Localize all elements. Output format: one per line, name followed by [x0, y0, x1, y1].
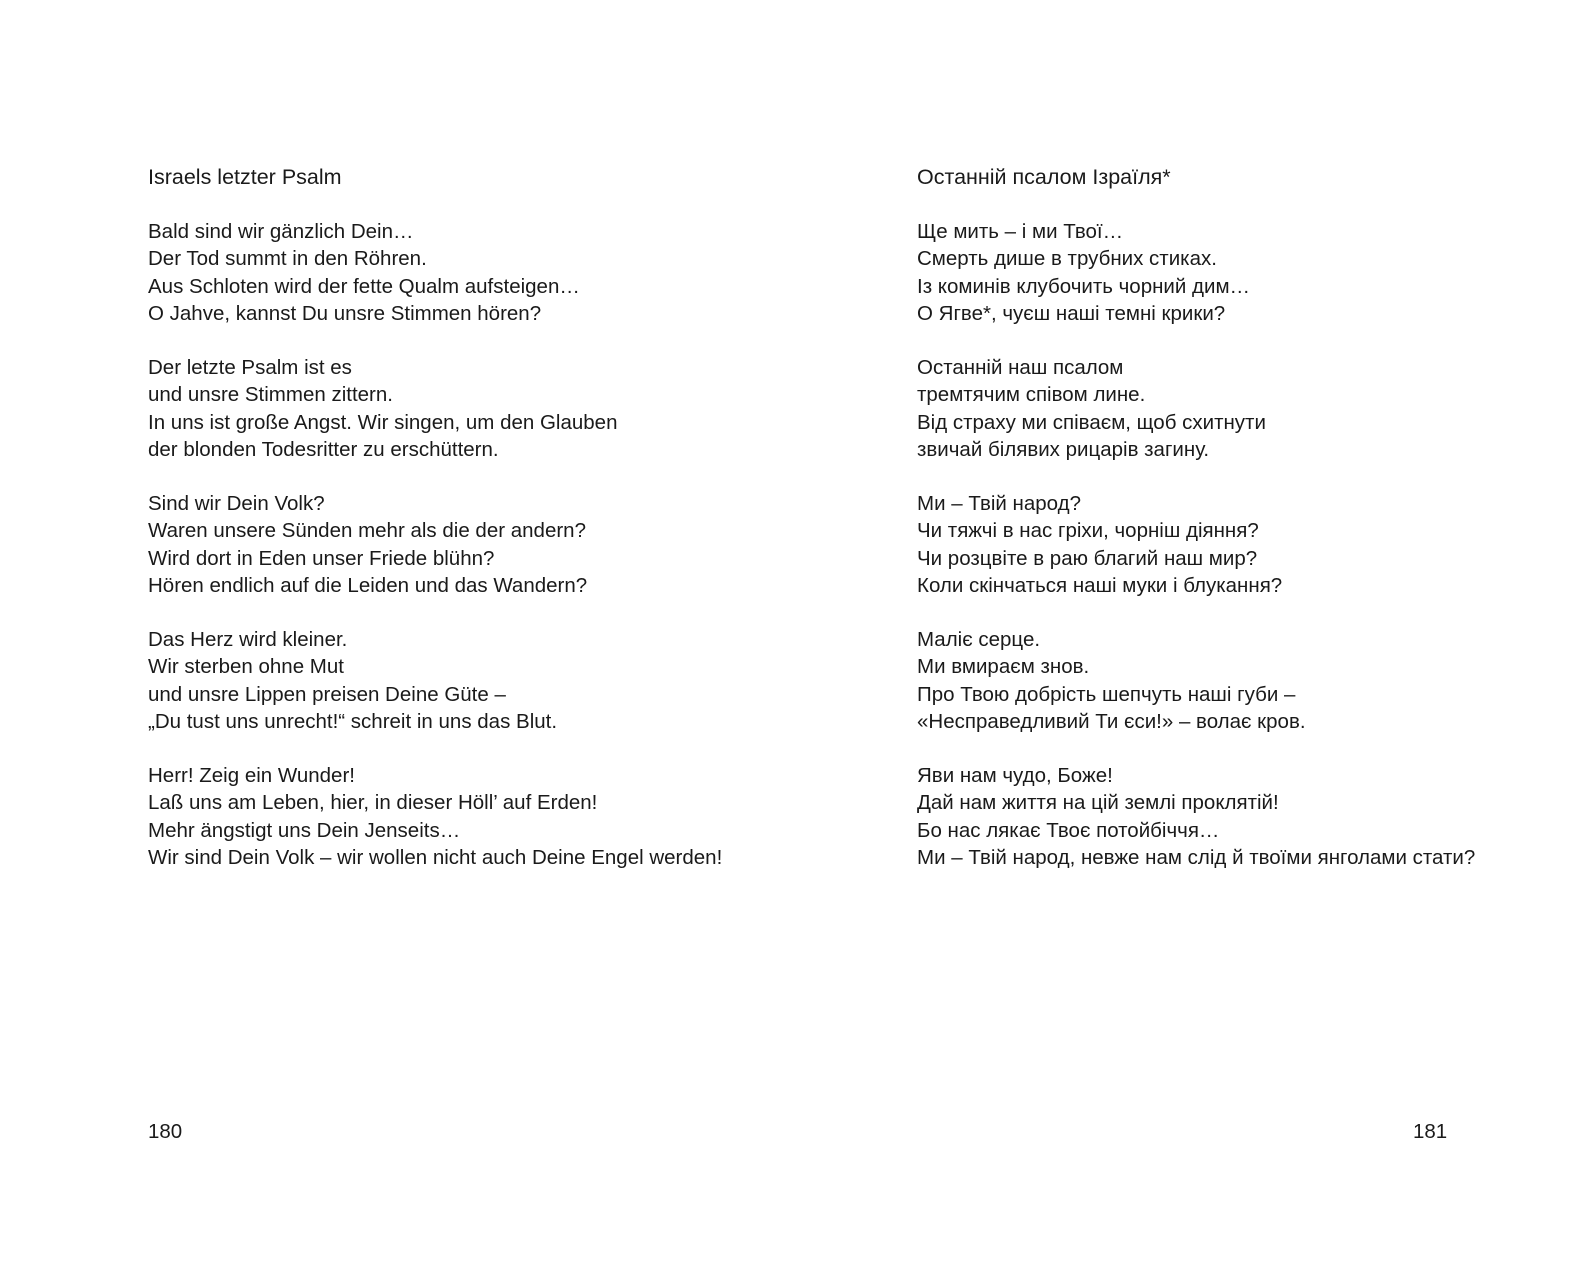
poem-line: und unsre Stimmen zittern. — [148, 383, 393, 407]
right-page — [797, 0, 1594, 1287]
poem-title: Останній псалом Ізраїля* — [917, 165, 1171, 189]
poem-line: Waren unsere Sünden mehr als die der andern? — [148, 519, 586, 543]
poem-line: Із коминів клубочить чорний дим… — [917, 274, 1251, 298]
stanza — [917, 626, 1475, 735]
poem-line: Яви нам чудо, Боже! — [917, 764, 1113, 788]
poem-line: Останній наш псалом — [917, 356, 1124, 380]
poem-line: Чи тяжчі в нас гріхи, чорніш діяння? — [917, 519, 1259, 543]
stanza — [148, 626, 722, 735]
poem-line: Mehr ängstigt uns Dein Jenseits… — [148, 818, 461, 842]
poem-line: Aus Schloten wird der fette Qualm aufsteigen… — [148, 274, 580, 298]
poem-line: Der letzte Psalm ist es — [148, 356, 352, 380]
poem-line: Ми – Твій народ? — [917, 492, 1081, 516]
poem-line: Дай нам життя на цій землі проклятій! — [917, 791, 1279, 815]
poem-line: Wird dort in Eden unser Friede blühn? — [148, 546, 495, 570]
poem-line: Смерть дише в трубних стиках. — [917, 247, 1217, 271]
poem-line: Herr! Zeig ein Wunder! — [148, 764, 355, 788]
poem-line: „Du tust uns unrecht!“ schreit in uns das Blut. — [148, 709, 558, 733]
poem-line: Hören endlich auf die Leiden und das Wandern? — [148, 573, 588, 597]
stanza — [917, 490, 1475, 599]
poem-line: О Ягве*, чуєш наші темні крики? — [917, 301, 1226, 325]
poem-line: Ми вмираєм знов. — [917, 655, 1090, 679]
page-number: 181 — [1413, 1120, 1448, 1143]
poem-line: und unsre Lippen preisen Deine Güte – — [148, 682, 506, 706]
poem-line: O Jahve, kannst Du unsre Stimmen hören? — [148, 301, 542, 325]
poem-line: Про Твою добрість шепчуть наші губи – — [917, 682, 1296, 706]
poem-line: Der Tod summt in den Röhren. — [148, 247, 427, 271]
poem-line: Bald sind wir gänzlich Dein… — [148, 220, 414, 244]
poem-line: Wir sterben ohne Mut — [148, 655, 344, 679]
stanza — [917, 762, 1475, 871]
german-poem — [148, 164, 722, 898]
stanza — [917, 354, 1475, 463]
poem-title: Israels letzter Psalm — [148, 165, 342, 189]
poem-line: Ми – Твій народ, невже нам слід й твоїми янголами стати? — [917, 845, 1476, 869]
stanza — [148, 354, 722, 463]
poem-line: Коли скінчаться наші муки і блукання? — [917, 573, 1283, 597]
stanza — [148, 218, 722, 327]
poem-line: Das Herz wird kleiner. — [148, 628, 348, 652]
page-number: 180 — [148, 1120, 183, 1143]
stanza — [148, 490, 722, 599]
stanza — [148, 762, 722, 871]
stanza — [917, 218, 1475, 327]
poem-line: Ще мить – і ми Твої… — [917, 220, 1124, 244]
poem-line: Laß uns am Leben, hier, in dieser Höll’ auf Erden! — [148, 791, 598, 815]
poem-line: звичай білявих рицарів загину. — [917, 437, 1210, 461]
poem-line: Wir sind Dein Volk – wir wollen nicht auch Deine Engel werden! — [148, 845, 723, 869]
poem-line: Бо нас лякає Твоє потойбіччя… — [917, 818, 1220, 842]
poem-line: «Несправедливий Ти єси!» – волає кров. — [917, 709, 1306, 733]
poem-line: In uns ist große Angst. Wir singen, um den Glauben — [148, 410, 618, 434]
poem-line: Sind wir Dein Volk? — [148, 492, 325, 516]
poem-line: Маліє серце. — [917, 628, 1041, 652]
ukrainian-poem — [917, 164, 1475, 898]
poem-line: тремтячим співом лине. — [917, 383, 1146, 407]
poem-line: Чи розцвіте в раю благий наш мир? — [917, 546, 1258, 570]
poem-line: Від страху ми співаєм, щоб схитнути — [917, 410, 1266, 434]
poem-line: der blonden Todesritter zu erschüttern. — [148, 437, 499, 461]
